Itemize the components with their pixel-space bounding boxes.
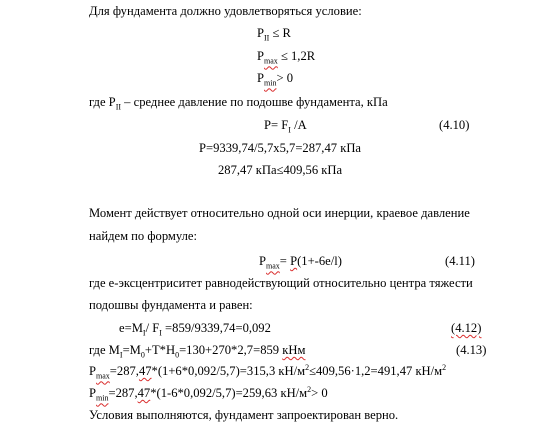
superscript: 2 xyxy=(442,362,447,372)
subscript: 0 xyxy=(175,350,180,360)
subscript: max xyxy=(264,56,278,66)
superscript: 2 xyxy=(305,362,310,372)
symbol: P xyxy=(89,386,97,400)
formula-number: (4.13) xyxy=(456,343,487,357)
condition-min-pressure xyxy=(257,71,293,86)
text: 47 xyxy=(137,386,151,400)
max-pressure-calculation xyxy=(89,364,446,379)
text: / F xyxy=(145,321,160,335)
subscript: min xyxy=(264,78,277,88)
formula-4-13 xyxy=(89,343,305,358)
text: – среднее давление по подошве фундамента, кПа xyxy=(121,95,388,109)
subscript: I xyxy=(119,350,123,360)
text: =287, xyxy=(109,364,139,378)
min-pressure-calculation xyxy=(89,386,328,401)
text: где P xyxy=(89,95,116,109)
paragraph-line: подошвы фундамента и равен: xyxy=(89,298,253,312)
formula-number: (4.10) xyxy=(439,118,470,132)
formula-number: (4.12) xyxy=(451,321,482,335)
formula-4-10 xyxy=(264,118,307,133)
calculation-line: 287,47 кПа≤409,56 кПа xyxy=(218,163,343,177)
relation: ≤ R xyxy=(269,26,291,40)
relation: ≤ 1,2R xyxy=(277,49,316,63)
subscript: 0 xyxy=(140,350,145,360)
formula-4-11 xyxy=(259,254,342,269)
text: 47 xyxy=(138,364,152,378)
calculation-line: P=9339,74/5,7x5,7=287,47 кПа xyxy=(199,141,362,155)
paragraph-line: где е-эксцентриситет равнодействующий относительно центра тяжести xyxy=(89,276,473,290)
text: P xyxy=(290,254,298,268)
text: *(1+6*0,092/5,7)=315,3 кН/м xyxy=(151,364,306,378)
text: кНм xyxy=(282,343,306,357)
condition-average-pressure xyxy=(257,26,291,41)
symbol: P xyxy=(257,26,265,40)
text: =287, xyxy=(108,386,138,400)
text: *(1-6*0,092/5,7)=259,63 кН/м xyxy=(150,386,308,400)
definition-text xyxy=(89,95,388,110)
intro-text: Для фундамента должно удовлетворяться условие: xyxy=(89,4,362,18)
subscript: II xyxy=(115,102,122,112)
paragraph-line: Момент действует относительно одной оси инерции, краевое давление xyxy=(89,206,470,220)
condition-max-pressure xyxy=(257,49,315,64)
text: /A xyxy=(290,118,307,132)
subscript: max xyxy=(266,261,280,271)
symbol: P xyxy=(259,254,267,268)
formula-number: (4.11) xyxy=(445,254,475,268)
formula-4-12 xyxy=(119,321,271,336)
text: +T*H xyxy=(144,343,176,357)
subscript: I xyxy=(288,125,291,135)
text: = xyxy=(279,254,291,268)
paragraph-line: найдем по формуле: xyxy=(89,229,198,243)
text: =M xyxy=(122,343,141,357)
text: e=M xyxy=(119,321,143,335)
text: (1+-6e/l) xyxy=(297,254,342,268)
text: где M xyxy=(89,343,120,357)
text: ≤409,56·1,2=491,47 кН/м xyxy=(309,364,443,378)
symbol: P xyxy=(89,364,97,378)
text: P= F xyxy=(264,118,289,132)
subscript: I xyxy=(142,328,146,338)
subscript: max xyxy=(96,371,110,381)
conclusion-text: Условия выполняются, фундамент запроектирован верно. xyxy=(89,408,399,422)
superscript: 2 xyxy=(307,384,312,394)
subscript: II xyxy=(264,33,270,43)
text: =859/9339,74=0,092 xyxy=(161,321,271,335)
relation: > 0 xyxy=(276,71,294,85)
symbol: P xyxy=(257,71,265,85)
text: > 0 xyxy=(311,386,328,400)
text: =130+270*2,7=859 xyxy=(179,343,283,357)
symbol: P xyxy=(257,49,265,63)
subscript: I xyxy=(159,328,162,338)
subscript: min xyxy=(96,393,109,403)
